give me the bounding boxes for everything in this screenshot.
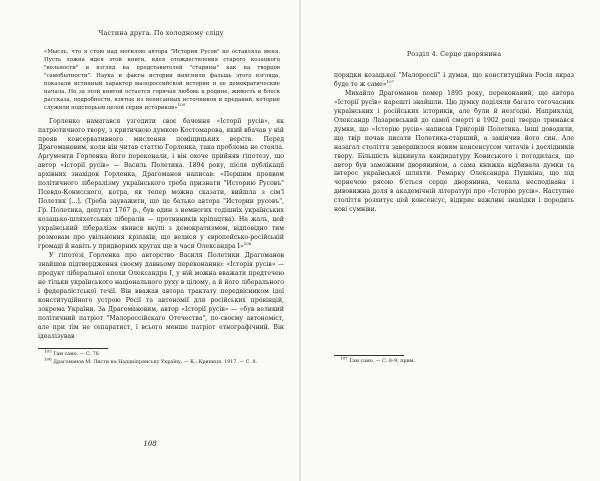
footnote-text: Там само. — С. 76. — [53, 352, 101, 358]
footnote — [334, 355, 574, 365]
footnote-ref[interactable]: 107 — [386, 78, 395, 84]
quote-text: «Мысль, что я стою над могилою автора "Истории Русов" не оставляла меня. Пусть ложна идея этой книги, идея отождествления старого козацкого "вольности" и взгляд на представителей "старины" как на творцов "самобытности". Наука и факты истории выяснили фальшь этого взгляда, показали истинный характер малороссийской истории и ее демократические начала. Но за этой книгой остается горячая любовь к родине, живость и блеск рассказа, подробности, взятые из неписанных источников и преданий, которые служили подспорьем целой серии историков» — [44, 49, 280, 111]
footnote-number: 106 — [44, 356, 52, 362]
paragraph-text: порядки козацької "Малороссії" і думав, що конституційна Росія якраз буде те ж саме» — [334, 72, 574, 88]
running-head: Частина друга. По холодному сліду — [98, 29, 224, 37]
footnote-text: Драгоманов М. Листи на Наддніпрянську Україну. — К.: Криниця, 1917. — С. 8. — [53, 359, 258, 365]
footnote-number: 107 — [340, 355, 348, 361]
body-paragraph — [38, 118, 284, 252]
running-head: Розділ 4. Серце дворянина — [406, 50, 502, 58]
page-number: 108 — [143, 440, 157, 448]
body-paragraph — [334, 72, 574, 90]
footnote-ref[interactable]: 106 — [243, 240, 252, 246]
epigraph-quote — [44, 49, 280, 113]
body-paragraph: У гіпотезі Горленка про авторство Василя Полетики Драгоманов знайшов підтвердження своєму давньому переконанню: «Історія русів» — продукт ліберальної епохи Олександра І, у ній можна вважати предтечею не тільки українського національного руху в цілому, а й його ліберального і федералістської течії. Він вважав автора трактату передвісником ідеї конституційного устрою Росії та автономії для російських провінцій, зокрема України. За Драгомановим, автор «Історії русів» — «був великий політичний патріот "Малороссійскаго Отечества", по-своєму автономіст, але при тім не сепаратист, і всього менше патріот етнографічний. Він ідеалізував — [38, 251, 284, 340]
footnote-number: 105 — [44, 348, 52, 354]
footnote-text: Там само. — С. 8–9, прим. — [349, 359, 416, 365]
right-page — [301, 0, 600, 481]
footnote-ref[interactable]: 105 — [177, 101, 186, 107]
paragraph-text: Горленко намагався узгодити своє бачення «Історії русів», як патріотичного твору, з критичною думкою Костомарова, який вбачав у ній прояв консервативного мислення поміщицьких верств. Перед Драгомановим, коли він читав статтю Горленка, така проблема не стояла. Аргументи Горленка його переконали, і він охоче прийняв гіпотезу, що автор «Історії русів» — Василь Полетика. 1894 року, після публікації архівних знахідок Горленка, Драгоманов написав: «Першим проявом політичного лібералізму українського треба признати "Историю Русовъ" Псевдо-Конисского, котра, як тепер можна сказати, вийшла з сім'ї Полетик [...]. (Треба зауважити, що це батько автора "Истории русовъ", Гр. Полетика, депутат 1767 р., був один з немногих тодішніх українських козацько-шляхетських лібералів — противників кріпацтва). На жаль, цей український лібералізм явився вкупі з демократизмом, відповідно тим розмовам про увільнення кріпаків, що велися у європейсько-російській громаді й навіть у придворних кругах ще в часи Олександра І» — [38, 117, 284, 250]
footnote — [38, 348, 284, 358]
footnote — [38, 356, 284, 366]
body-paragraph: Михайло Драгоманов помер 1895 року, переконаний, що автора «Історії русів» нарешті знайшли. Цю думку поділяли багато тогочасних українських і російських істориків, але були й незгодні. Наприклад, Олександр Лазаревський до самої смерті в 1902 році твердо тримався думки, що «Історію русів» написав Григорій Полетика. Інші доводили, що твір почав писати Полетика-старший, а закінчив його син. Але назагал століття завершилося новим консенсусом читачів і дослідників твору. Більшість відкинула кандидатуру Кониського і погодилася, що автор був заможним дворянином, а сама книжка відбивала думки та інтерес української шляхти. Ремарку Олександра Пушкіна, що під чернечою рясою б'ється серце дворянина, чекала несподівана і дивовижна доля в академічній літературі про «Історію русів». Наступне століття розхитує цей консенсус, відкриє важливі знахідки і породить нові сумніви. — [334, 89, 574, 214]
